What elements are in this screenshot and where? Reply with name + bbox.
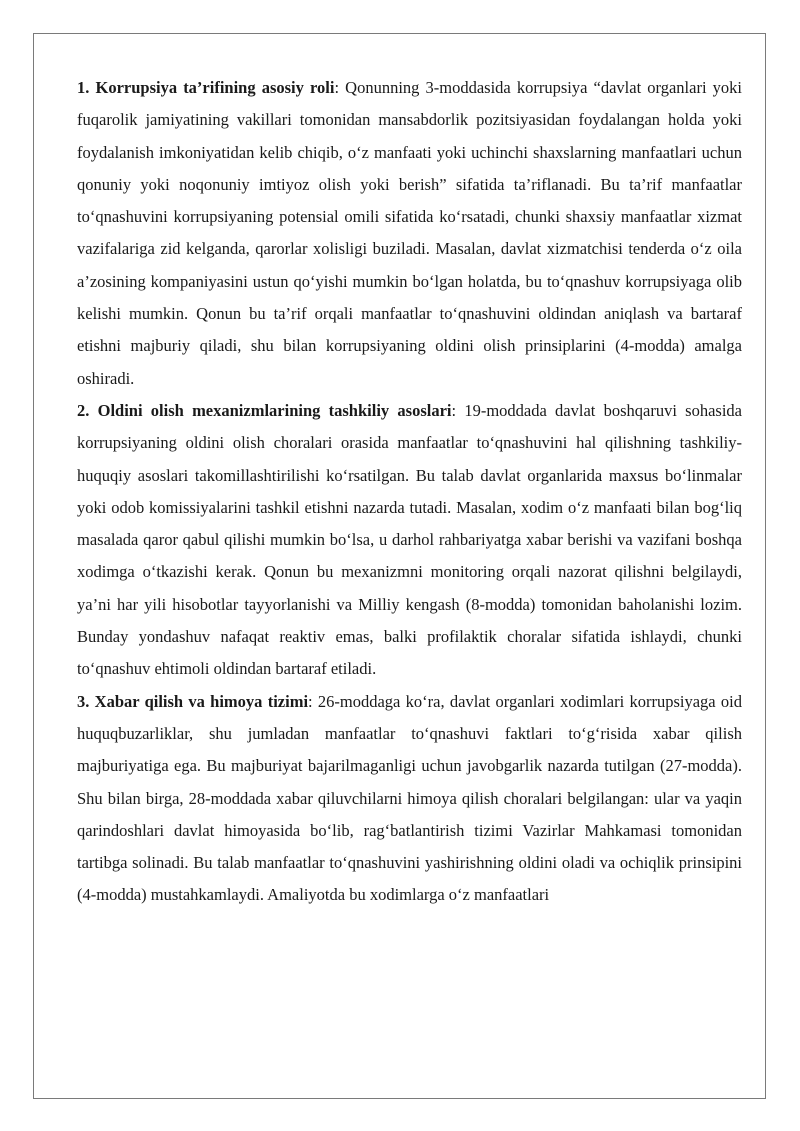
paragraph-3 [77, 686, 742, 912]
paragraph-1 [77, 72, 742, 395]
paragraph-2-heading: 2. Oldini olish mexanizmlarining tashkiliy asoslari [77, 400, 452, 420]
paragraph-3-text: : 26-moddaga ko‘ra, davlat organlari xodimlari korrupsiyaga oid huquqbuzarliklar, shu jumladan manfaatlar to‘qnashuvi faktlari to‘g‘risida xabar qilish majburiyatiga ega. Bu majburiyat bajarilmaganligi uchun javobgarlik nazarda tutilgan (27-modda). Shu bilan birga, 28-moddada xabar qiluvchilarni himoya qilish choralari belgilangan: ular va yaqin qarindoshlari davlat himoyasida bo‘lib, rag‘batlantirish tizimi Vazirlar Mahkamasi tomonidan tartibga solinadi. Bu talab manfaatlar to‘qnashuvini yashirishning oldini oladi va ochiqlik prinsipini (4-modda) mustahkamlaydi. Amaliyotda bu xodimlarga o‘z manfaatlari [77, 691, 742, 905]
paragraph-2-text: : 19-moddada davlat boshqaruvi sohasida korrupsiyaning oldini olish choralari orasida manfaatlar to‘qnashuvini hal qilishning tashkiliy-huquqiy asoslari takomillashtirilishi ko‘rsatilgan. Bu talab davlat organlarida maxsus bo‘linmalar yoki odob komissiyalarini tashkil etishni nazarda tutadi. Masalan, xodim o‘z manfaati bilan bog‘liq masalada qaror qabul qilishi mumkin bo‘lsa, u darhol rahbariyatga xabar berishi va vazifani boshqa xodimga o‘tkazishi kerak. Qonun bu mexanizmni monitoring orqali nazorat qilishni belgilaydi, ya’ni har yili hisobotlar tayyorlanishi va Milliy kengash (8-modda) tomonidan baholanishi lozim. Bunday yondashuv nafaqat reaktiv emas, balki profilaktik choralar sifatida ishlaydi, chunki to‘qnashuv ehtimoli oldindan bartaraf etiladi. [77, 400, 743, 679]
paragraph-1-text: : Qonunning 3-moddasida korrupsiya “davlat organlari yoki fuqarolik jamiyatining vakillari tomonidan mansabdorlik pozitsiyasidan foydalangan holda yoki foydalanish imkoniyatidan kelib chiqib, o‘z manfaati yoki uchinchi shaxslarning manfaatlari uchun qonuniy yoki noqonuniy imtiyoz olish yoki berish” sifatida ta’riflanadi. Bu ta’rif manfaatlar to‘qnashuvini korrupsiyaning potensial omili sifatida ko‘rsatadi, chunki shaxsiy manfaatlar xizmat vazifalariga zid kelganda, qarorlar xolisligi buziladi. Masalan, davlat xizmatchisi tenderda o‘z oila a’zosining kompaniyasini ustun qo‘yishi mumkin bo‘lgan holatda, bu to‘qnashuv korrupsiyaga olib kelishi mumkin. Qonun bu ta’rif orqali manfaatlar to‘qnashuvini oldindan aniqlash va bartaraf etishni majburiy qiladi, shu bilan korrupsiyaning oldini olish prinsiplarini (4-modda) amalga oshiradi. [77, 78, 742, 388]
paragraph-2 [77, 395, 742, 686]
paragraph-1-heading: 1. Korrupsiya ta’rifining asosiy roli [77, 78, 335, 97]
paragraph-3-heading: 3. Xabar qilish va himoya tizimi [77, 691, 309, 711]
document-body [77, 72, 742, 912]
